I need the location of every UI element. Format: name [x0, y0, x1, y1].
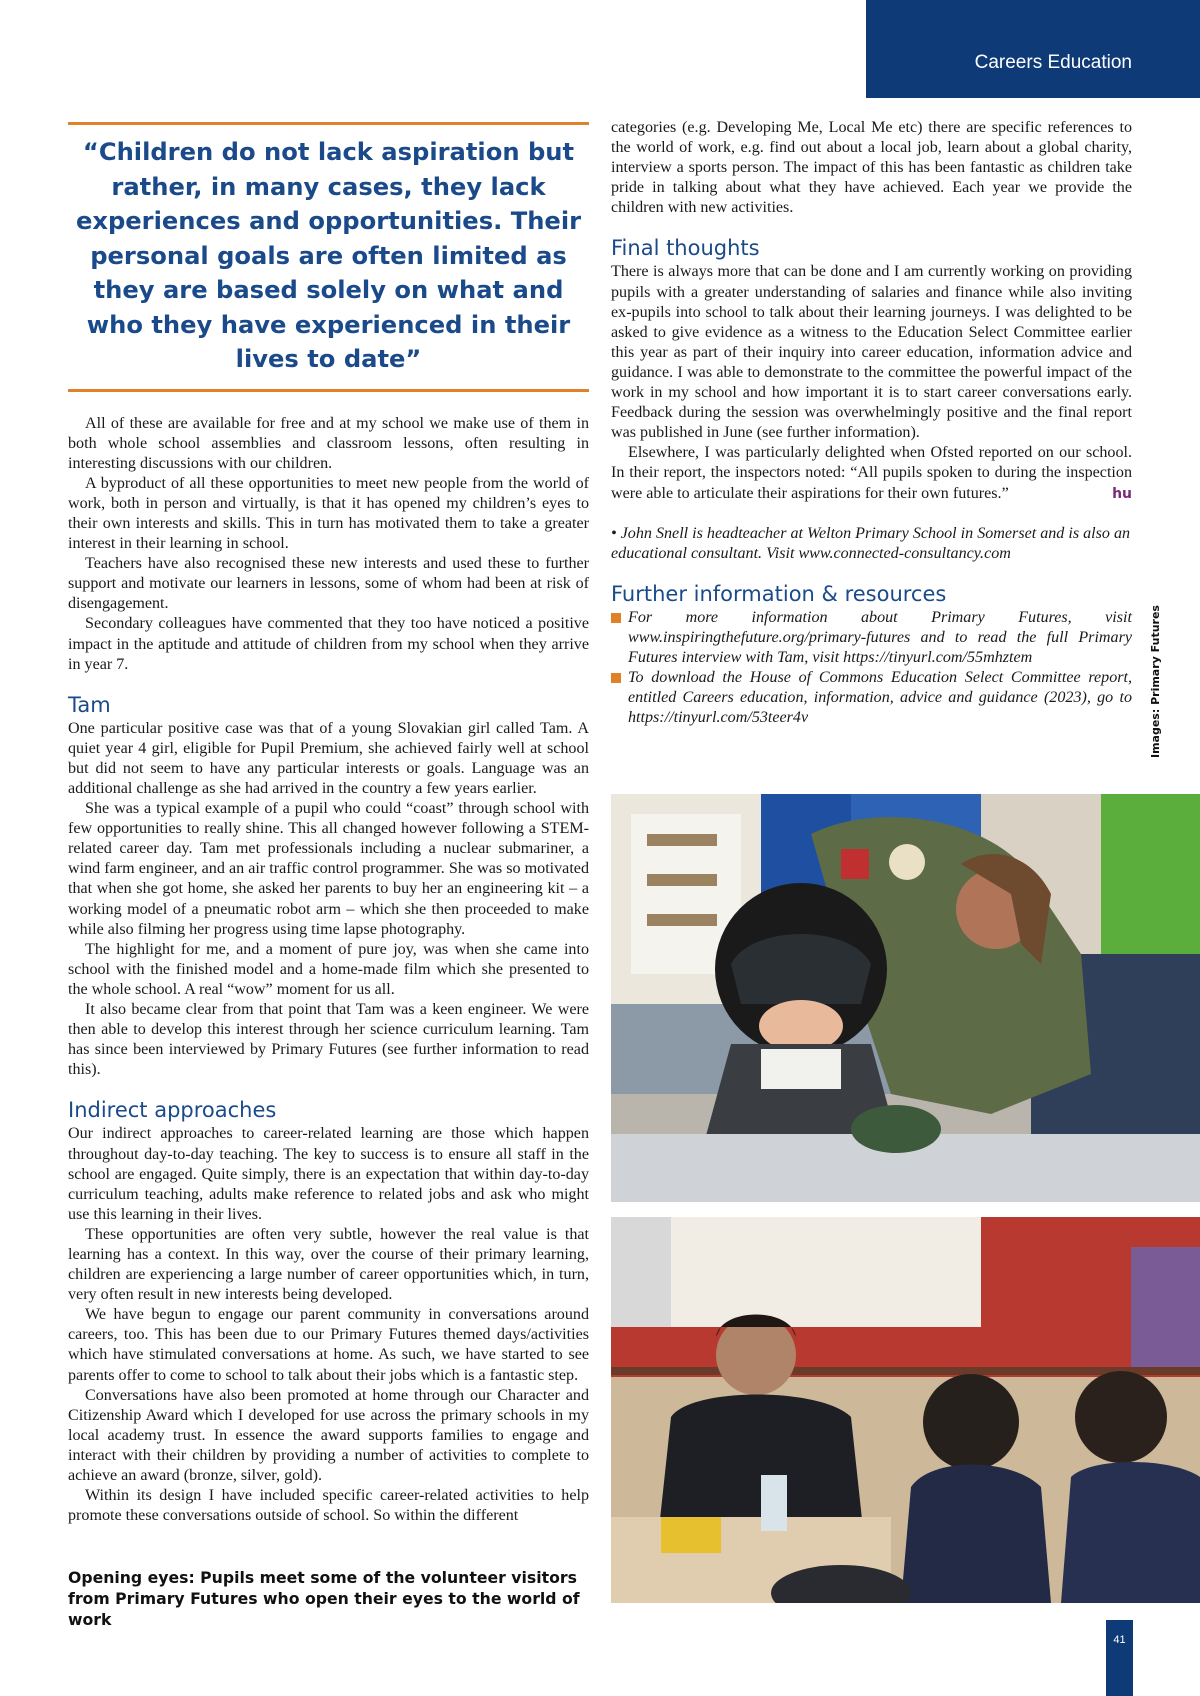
paragraph: Conversations have also been promoted at home through our Character and Citizenship Award which I developed for use across the primary schools in my local academy trust. In essence the award supports families to engage and interact with their children by providing a number of activities to complete to achieve an award (bronze, silver, gold).: [68, 1386, 589, 1484]
section-header-tab: [866, 0, 1200, 98]
section-heading-indirect-approaches: Indirect approaches: [68, 1098, 277, 1123]
left-column: [68, 120, 589, 1526]
paragraph: Within its design I have included specific career-related activities to help promote these conversations outside of school. So within the different: [68, 1487, 589, 1525]
paragraph: She was a typical example of a pupil who could “coast” through school with few opportunities to really shine. This all changed however following a STEM-related career day. Tam met professionals including a nuclear submariner, a wind farm engineer, and an air traffic control programmer. She was so motivated that when she got home, she asked her parents to buy her an engineering kit – a working model of a pneumatic robot arm – which she then proceeded to make while also filming her progress using time lapse photography.: [68, 800, 589, 938]
photo-caption: Opening eyes: Pupils meet some of the volunteer visitors from Primary Futures who open their eyes to the world of work: [68, 1568, 580, 1629]
pull-quote: [68, 122, 589, 392]
photo-pilot-helmet: [611, 794, 1200, 1202]
right-column: [611, 118, 1132, 728]
paragraph: Secondary colleagues have commented that they too have noticed a positive impact in the aptitude and attitude of children from my school when they arrive in year 7.: [68, 615, 589, 673]
paragraph: All of these are available for free and at my school we make use of them in both whole school assemblies and classroom lessons, often resulting in interesting discussions with our children.: [68, 414, 589, 472]
pull-quote-text: “Children do not lack aspiration but rather, in many cases, they lack experiences and opportunities. Their personal goals are often limited as they are based solely on what and who they have experienced in their lives to date”: [75, 138, 582, 373]
square-bullet-icon: [611, 673, 621, 683]
paragraph: Our indirect approaches to career-related learning are those which happen throughout day-to-day teaching. The key to success is to ensure all staff in the school are engaged. Quite simply, there is an expectation that within day-to-day curriculum teaching, adults make reference to related jobs and ask who might use this learning in their lives.: [68, 1125, 589, 1223]
page-number-tab: [1106, 1620, 1133, 1696]
square-bullet-icon: [611, 613, 621, 623]
page-number: 41: [1113, 1634, 1126, 1646]
paragraph: A byproduct of all these opportunities to meet new people from the world of work, both in person and virtually, is that it has opened my children’s eyes to their own interests and skills. This in turn has motivated them to take a greater interest in their learning in school.: [68, 474, 589, 553]
resource-text: For more information about Primary Futures, visit www.inspiringthefuture.org/primary-futures and to read the full Primary Futures interview with Tam, visit https://tinyurl.com/55mhztem: [628, 608, 1132, 666]
paragraph: We have begun to engage our parent community in conversations around careers, too. This has been due to our Primary Futures themed days/activities which have stimulated conversations at home. As such, we have started to see parents offer to come to school to talk about their jobs which is a fantastic step.: [68, 1306, 589, 1384]
paragraph: It also became clear from that point that Tam was a keen engineer. We were then able to develop this interest through her science curriculum learning. Tam has since been interviewed by Primary Futures (see further information to read this).: [68, 1001, 589, 1079]
resource-text: To download the House of Commons Education Select Committee report, entitled Careers education, information, advice and guidance (2023), go to https://tinyurl.com/53teer4v: [628, 669, 1132, 727]
section-heading-further-information: Further information & resources: [611, 581, 947, 606]
photo-credit: Images: Primary Futures: [1149, 605, 1162, 758]
paragraph: These opportunities are often very subtle, however the real value is that learning has a context. In this way, over the course of their primary learning, children are experiencing a large number of career opportunities which, in turn, very often result in new interests being developed.: [68, 1225, 589, 1304]
list-item: [611, 608, 1132, 668]
section-title: Careers Education: [974, 52, 1132, 73]
paragraph-text: Elsewhere, I was particularly delighted when Ofsted reported on our school. In their report, the inspectors noted: “All pupils spoken to during the inspection were able to articulate their aspirations for their own futures.”: [611, 444, 1132, 502]
section-heading-final-thoughts: Final thoughts: [611, 236, 760, 261]
photo-classroom-volunteer: [611, 1217, 1200, 1603]
paragraph: Teachers have also recognised these new interests and used these to further support and motivate our learners in lessons, some of whom had been at risk of disengagement.: [68, 555, 589, 613]
author-bio: • John Snell is headteacher at Welton Primary School in Somerset and is also an educational consultant. Visit www.connected-consultancy.com: [611, 524, 1131, 562]
section-heading-tam: Tam: [68, 692, 111, 717]
paragraph: The highlight for me, and a moment of pure joy, was when she came into school with the finished model and a home-made film which she presented to the whole school. A real “wow” moment for us all.: [68, 940, 589, 998]
paragraph: One particular positive case was that of a young Slovakian girl called Tam. A quiet year 4 girl, eligible for Pupil Premium, she achieved fairly well at school but did not seem to have any particular interests or goals. Language was an additional challenge as she had arrived in the country a few years earlier.: [68, 719, 589, 797]
end-mark-logo: hu: [1112, 485, 1132, 502]
resource-list: [611, 608, 1132, 729]
paragraph: There is always more that can be done and I am currently working on providing pupils with a greater understanding of salaries and finance while also inviting ex-pupils into school to talk about their learning journeys. I was delighted to be asked to give evidence as a witness to the Education Select Committee earlier this year as part of their inquiry into career education, information advice and guidance. I was able to demonstrate to the committee the powerful impact of the work in my school and how important it is to start career conversations early. Feedback during the session was overwhelmingly positive and the final report was published in June (see further information).: [611, 263, 1132, 442]
paragraph: [611, 443, 1132, 503]
list-item: [611, 668, 1132, 728]
paragraph: categories (e.g. Developing Me, Local Me etc) there are specific references to the world of work, e.g. find out about a local job, learn about a global charity, interview a sports person. The impact of this has been fantastic as children take pride in talking about what they have achieved. Each year we provide the children with new activities.: [611, 119, 1132, 217]
